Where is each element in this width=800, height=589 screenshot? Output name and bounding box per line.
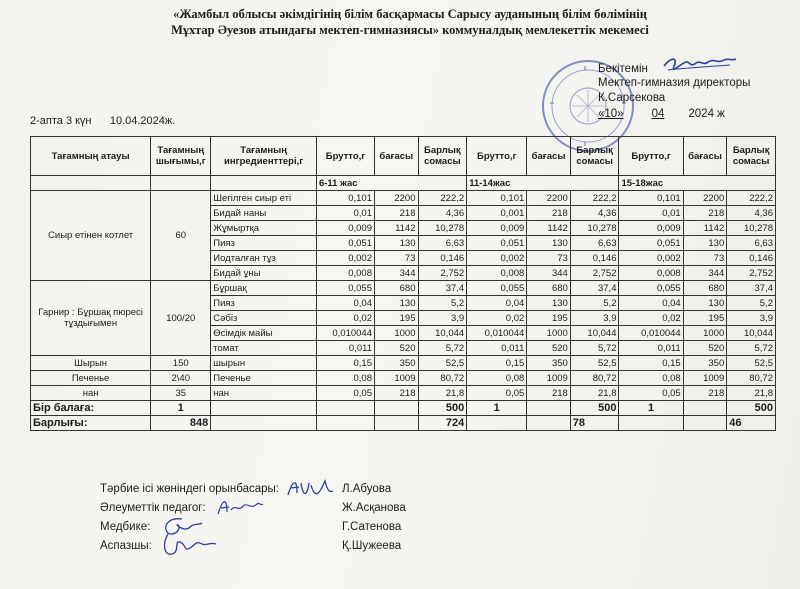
- age-group-11-14: 11-14жас: [467, 176, 619, 191]
- approval-month: 04: [651, 108, 665, 120]
- gross-weight: 0,001: [467, 206, 527, 221]
- signature-role: Әлеуметтік педагог:: [100, 502, 206, 514]
- ingredient-name: Сәбіз: [211, 311, 317, 326]
- price: 680: [683, 281, 727, 296]
- approval-date: [598, 107, 750, 121]
- total-sum: 222,2: [727, 191, 776, 206]
- table-row: [31, 191, 776, 206]
- gross-weight: 0,04: [316, 296, 374, 311]
- total-sum: 6,63: [418, 236, 467, 251]
- dish-name: Печенье: [31, 371, 151, 386]
- gross-weight: 0,04: [619, 296, 683, 311]
- price: 344: [374, 266, 418, 281]
- handwritten-signature: [215, 496, 265, 520]
- per-child-sum-1: 500: [418, 401, 467, 416]
- column-header: Брутто,г: [619, 137, 683, 176]
- gross-weight: 0,010044: [316, 326, 374, 341]
- total-sum: 5,72: [570, 341, 619, 356]
- per-child-row: [31, 401, 776, 416]
- signature-name: Ж.Асқанова: [342, 502, 406, 514]
- ingredient-name: Пияз: [211, 236, 317, 251]
- column-header: Тағамның шығымы,г: [151, 137, 211, 176]
- total-row: [31, 416, 776, 431]
- per-child-count-2: 1: [467, 401, 527, 416]
- column-header: Тағамның атауы: [31, 137, 151, 176]
- price: 350: [527, 356, 571, 371]
- total-sum: 10,278: [727, 221, 776, 236]
- total-sum: 3,9: [418, 311, 467, 326]
- gross-weight: 0,009: [619, 221, 683, 236]
- gross-weight: 0,02: [316, 311, 374, 326]
- price: 218: [374, 386, 418, 401]
- total-sum: 0,146: [570, 251, 619, 266]
- gross-weight: 0,055: [316, 281, 374, 296]
- price: 73: [374, 251, 418, 266]
- table-row: [31, 386, 776, 401]
- signature-role: Аспазшы:: [100, 540, 152, 552]
- table-row: [31, 281, 776, 296]
- per-child-label: Бір балаға:: [31, 401, 151, 416]
- handwritten-signature: [285, 475, 335, 501]
- total-sum: 5,2: [727, 296, 776, 311]
- column-header: Барлық сомасы: [727, 137, 776, 176]
- ingredient-name: Иодталған тұз: [211, 251, 317, 266]
- gross-weight: 0,08: [467, 371, 527, 386]
- price: 2200: [683, 191, 727, 206]
- ingredient-name: Бұршақ: [211, 281, 317, 296]
- column-header: бағасы: [374, 137, 418, 176]
- total-sum: 222,2: [418, 191, 467, 206]
- total-group-2: 78: [570, 416, 619, 431]
- price: 130: [374, 236, 418, 251]
- total-sum: 80,72: [418, 371, 467, 386]
- gross-weight: 0,009: [467, 221, 527, 236]
- gross-weight: 0,008: [619, 266, 683, 281]
- gross-weight: 0,15: [316, 356, 374, 371]
- total-sum: 4,36: [727, 206, 776, 221]
- signature-name: Г.Сатенова: [342, 521, 402, 533]
- price: 1142: [527, 221, 571, 236]
- column-header: бағасы: [683, 137, 727, 176]
- price: 1009: [374, 371, 418, 386]
- date-line: 2-апта 3 күн 10.04.2024ж.: [30, 115, 176, 127]
- total-sum: 37,4: [570, 281, 619, 296]
- age-group-6-11: 6-11 жас: [316, 176, 466, 191]
- header-line-2: Мұхтар Әуезов атындағы мектеп-гимназиясы» коммуналдық мемлекеттік мекемесі: [171, 23, 649, 37]
- total-sum: 5,2: [570, 296, 619, 311]
- total-sum: 2,752: [727, 266, 776, 281]
- approval-block: [598, 62, 750, 121]
- total-label: Барлығы:: [31, 416, 151, 431]
- total-sum: 10,278: [570, 221, 619, 236]
- approval-position: Мектеп-гимназия директоры: [598, 77, 751, 89]
- ingredient-name: шырын: [211, 356, 317, 371]
- gross-weight: 0,010044: [467, 326, 527, 341]
- total-sum: 3,9: [727, 311, 776, 326]
- price: 218: [683, 206, 727, 221]
- total-sum: 52,5: [418, 356, 467, 371]
- signature-name: Л.Абуова: [342, 483, 392, 495]
- gross-weight: 0,101: [467, 191, 527, 206]
- total-sum: 2,752: [570, 266, 619, 281]
- price: 130: [527, 236, 571, 251]
- signature-name: Қ.Шужеева: [342, 540, 402, 552]
- total-sum: 10,278: [418, 221, 467, 236]
- dish-name: Сиыр етінен котлет: [31, 191, 151, 281]
- column-header: Тағамның ингредиенттері,г: [211, 137, 317, 176]
- price: 218: [527, 386, 571, 401]
- price: 350: [683, 356, 727, 371]
- gross-weight: 0,051: [316, 236, 374, 251]
- gross-weight: 0,15: [467, 356, 527, 371]
- table-row: [31, 356, 776, 371]
- dish-yield: 100/20: [151, 281, 211, 356]
- signature-role: Медбике:: [100, 521, 151, 533]
- price: 1142: [374, 221, 418, 236]
- dish-yield: 150: [151, 356, 211, 371]
- total-sum: 21,8: [570, 386, 619, 401]
- signature-role: Тәрбие ісі жөніндегі орынбасары:: [100, 483, 279, 495]
- age-group-15-18: 15-18жас: [619, 176, 776, 191]
- total-sum: 222,2: [570, 191, 619, 206]
- total-sum: 21,8: [418, 386, 467, 401]
- total-group-1: 724: [418, 416, 467, 431]
- total-sum: 52,5: [727, 356, 776, 371]
- gross-weight: 0,008: [467, 266, 527, 281]
- approval-title: Бекітемін: [598, 63, 648, 75]
- gross-weight: 0,01: [619, 206, 683, 221]
- gross-weight: 0,051: [467, 236, 527, 251]
- total-sum: 5,72: [418, 341, 467, 356]
- total-sum: 5,72: [727, 341, 776, 356]
- price: 130: [527, 296, 571, 311]
- total-sum: 80,72: [727, 371, 776, 386]
- gross-weight: 0,08: [316, 371, 374, 386]
- gross-weight: 0,02: [467, 311, 527, 326]
- price: 130: [374, 296, 418, 311]
- total-sum: 6,63: [727, 236, 776, 251]
- price: 344: [683, 266, 727, 281]
- menu-table: [30, 136, 776, 431]
- approval-name: К.Сарсекова: [598, 92, 666, 104]
- price: 73: [683, 251, 727, 266]
- price: 344: [527, 266, 571, 281]
- header-line-1: «Жамбыл облысы әкімдігінің білім басқармасы Сарысу ауданының білім бөлімінің: [173, 7, 647, 21]
- gross-weight: 0,101: [316, 191, 374, 206]
- total-sum: 5,2: [418, 296, 467, 311]
- total-sum: 4,36: [570, 206, 619, 221]
- gross-weight: 0,010044: [619, 326, 683, 341]
- price: 218: [527, 206, 571, 221]
- total-sum: 37,4: [418, 281, 467, 296]
- total-sum: 80,72: [570, 371, 619, 386]
- price: 680: [374, 281, 418, 296]
- total-sum: 0,146: [727, 251, 776, 266]
- approval-year: 2024 ж: [688, 108, 725, 120]
- per-child-count-3: 1: [619, 401, 683, 416]
- price: 195: [683, 311, 727, 326]
- total-sum: 37,4: [727, 281, 776, 296]
- price: 218: [374, 206, 418, 221]
- price: 520: [527, 341, 571, 356]
- gross-weight: 0,02: [619, 311, 683, 326]
- total-group-3: 46: [727, 416, 776, 431]
- column-header: Барлық сомасы: [570, 137, 619, 176]
- gross-weight: 0,055: [619, 281, 683, 296]
- dish-name: Гарнир : Бұршақ пюресі тұздығымен: [31, 281, 151, 356]
- price: 130: [683, 296, 727, 311]
- per-child-sum-3: 500: [727, 401, 776, 416]
- total-sum: 3,9: [570, 311, 619, 326]
- total-sum: 10,044: [418, 326, 467, 341]
- gross-weight: 0,04: [467, 296, 527, 311]
- per-child-sum-2: 500: [570, 401, 619, 416]
- column-header: Барлық сомасы: [418, 137, 467, 176]
- total-count: 848: [151, 416, 211, 431]
- column-header: бағасы: [527, 137, 571, 176]
- ingredient-name: Жұмыртқа: [211, 221, 317, 236]
- gross-weight: 0,15: [619, 356, 683, 371]
- total-sum: 2,752: [418, 266, 467, 281]
- gross-weight: 0,011: [619, 341, 683, 356]
- total-sum: 0,146: [418, 251, 467, 266]
- ingredient-name: Бидай наны: [211, 206, 317, 221]
- gross-weight: 0,002: [316, 251, 374, 266]
- price: 350: [374, 356, 418, 371]
- gross-weight: 0,05: [316, 386, 374, 401]
- gross-weight: 0,055: [467, 281, 527, 296]
- price: 520: [374, 341, 418, 356]
- ingredient-name: нан: [211, 386, 317, 401]
- dish-yield: 60: [151, 191, 211, 281]
- total-sum: 52,5: [570, 356, 619, 371]
- dish-yield: 2\40: [151, 371, 211, 386]
- price: 520: [683, 341, 727, 356]
- table-header-row: [31, 137, 776, 176]
- gross-weight: 0,011: [316, 341, 374, 356]
- price: 1009: [683, 371, 727, 386]
- price: 130: [683, 236, 727, 251]
- price: 1000: [527, 326, 571, 341]
- total-sum: 10,044: [727, 326, 776, 341]
- price: 1000: [374, 326, 418, 341]
- price: 218: [683, 386, 727, 401]
- total-sum: 10,044: [570, 326, 619, 341]
- handwritten-signature: [160, 530, 220, 560]
- price: 1142: [683, 221, 727, 236]
- price: 1009: [527, 371, 571, 386]
- dish-yield: 35: [151, 386, 211, 401]
- ingredient-name: Өсімдік майы: [211, 326, 317, 341]
- gross-weight: 0,002: [467, 251, 527, 266]
- ingredient-name: Бидай ұны: [211, 266, 317, 281]
- gross-weight: 0,002: [619, 251, 683, 266]
- total-sum: 4,36: [418, 206, 467, 221]
- price: 73: [527, 251, 571, 266]
- gross-weight: 0,08: [619, 371, 683, 386]
- gross-weight: 0,05: [467, 386, 527, 401]
- per-child-count: 1: [151, 401, 211, 416]
- gross-weight: 0,008: [316, 266, 374, 281]
- gross-weight: 0,051: [619, 236, 683, 251]
- gross-weight: 0,05: [619, 386, 683, 401]
- gross-weight: 0,101: [619, 191, 683, 206]
- ingredient-name: Пияз: [211, 296, 317, 311]
- gross-weight: 0,009: [316, 221, 374, 236]
- ingredient-name: томат: [211, 341, 317, 356]
- table-row: [31, 371, 776, 386]
- ingredient-name: Печенье: [211, 371, 317, 386]
- dish-name: Шырын: [31, 356, 151, 371]
- column-header: Брутто,г: [316, 137, 374, 176]
- total-sum: 21,8: [727, 386, 776, 401]
- total-sum: 6,63: [570, 236, 619, 251]
- price: 2200: [527, 191, 571, 206]
- approval-day: «10»: [598, 108, 624, 120]
- age-group-row: [31, 176, 776, 191]
- ingredient-name: Шегілген сиыр еті: [211, 191, 317, 206]
- dish-name: нан: [31, 386, 151, 401]
- price: 195: [374, 311, 418, 326]
- price: 195: [527, 311, 571, 326]
- gross-weight: 0,011: [467, 341, 527, 356]
- column-header: Брутто,г: [467, 137, 527, 176]
- price: 1000: [683, 326, 727, 341]
- price: 2200: [374, 191, 418, 206]
- document-header: [150, 6, 670, 38]
- price: 680: [527, 281, 571, 296]
- gross-weight: 0,01: [316, 206, 374, 221]
